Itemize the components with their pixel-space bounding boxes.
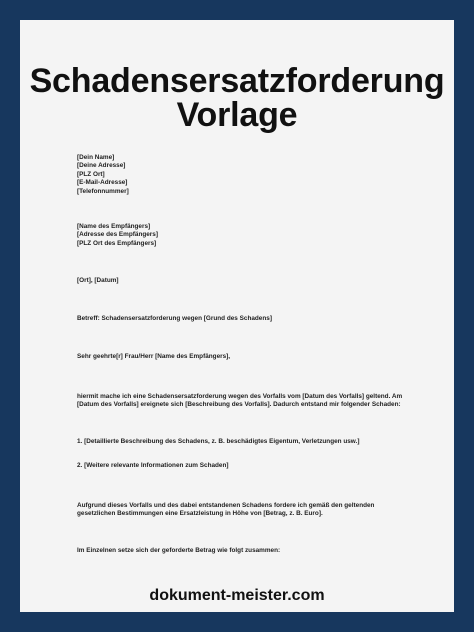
sender-email: [E-Mail-Adresse] xyxy=(77,179,128,187)
intro-line-2: [Datum des Vorfalls] ereignete sich [Beschreibung des Vorfalls]. Dadurch entstand mir folgender Schaden: xyxy=(77,401,401,409)
demand-line-1: Aufgrund dieses Vorfalls und des dabei entstandenen Schadens fordere ich gemäß den geltenden xyxy=(77,502,375,509)
sender-name: [Dein Name] xyxy=(77,154,115,161)
title-line-2: Vorlage xyxy=(176,96,298,134)
place-date: [Ort], [Datum] xyxy=(77,277,119,284)
subject-line: Betreff: Schadensersatzforderung wegen [Grund des Schadens] xyxy=(77,315,272,322)
recipient-address: [Adresse des Empfängers] xyxy=(77,231,158,239)
sender-block xyxy=(77,154,422,196)
demand-line-2: gesetzlichen Bestimmungen eine Ersatzleistung in Höhe von [Betrag, z. B. Euro]. xyxy=(77,510,323,518)
website-label: dokument-meister.com xyxy=(149,587,325,604)
recipient-name: [Name des Empfängers] xyxy=(77,223,151,230)
damage-item-2: 2. [Weitere relevante Informationen zum Schaden] xyxy=(77,462,229,469)
intro-paragraph xyxy=(77,393,422,410)
sender-address: [Deine Adresse] xyxy=(77,162,126,170)
document-page xyxy=(20,20,454,612)
sender-phone: [Telefonnummer] xyxy=(77,187,129,195)
breakdown-intro: Im Einzelnen setze sich der geforderte Betrag wie folgt zusammen: xyxy=(77,547,281,554)
website-footer xyxy=(20,587,454,605)
salutation: Sehr geehrte[r] Frau/Herr [Name des Empfängers], xyxy=(77,353,231,360)
sender-city: [PLZ Ort] xyxy=(77,170,105,178)
recipient-block xyxy=(77,223,422,248)
title-line-1: Schadensersatzforderung xyxy=(29,62,445,100)
intro-line-1: hiermit mache ich eine Schadensersatzforderung wegen des Vorfalls vom [Datum des Vorfalls] geltend. Am xyxy=(77,393,403,400)
damage-item-1: 1. [Detaillierte Beschreibung des Schadens, z. B. beschädigtes Eigentum, Verletzungen usw.] xyxy=(77,438,360,445)
demand-paragraph xyxy=(77,502,422,519)
recipient-city: [PLZ Ort des Empfängers] xyxy=(77,239,157,247)
document-title xyxy=(20,64,454,132)
